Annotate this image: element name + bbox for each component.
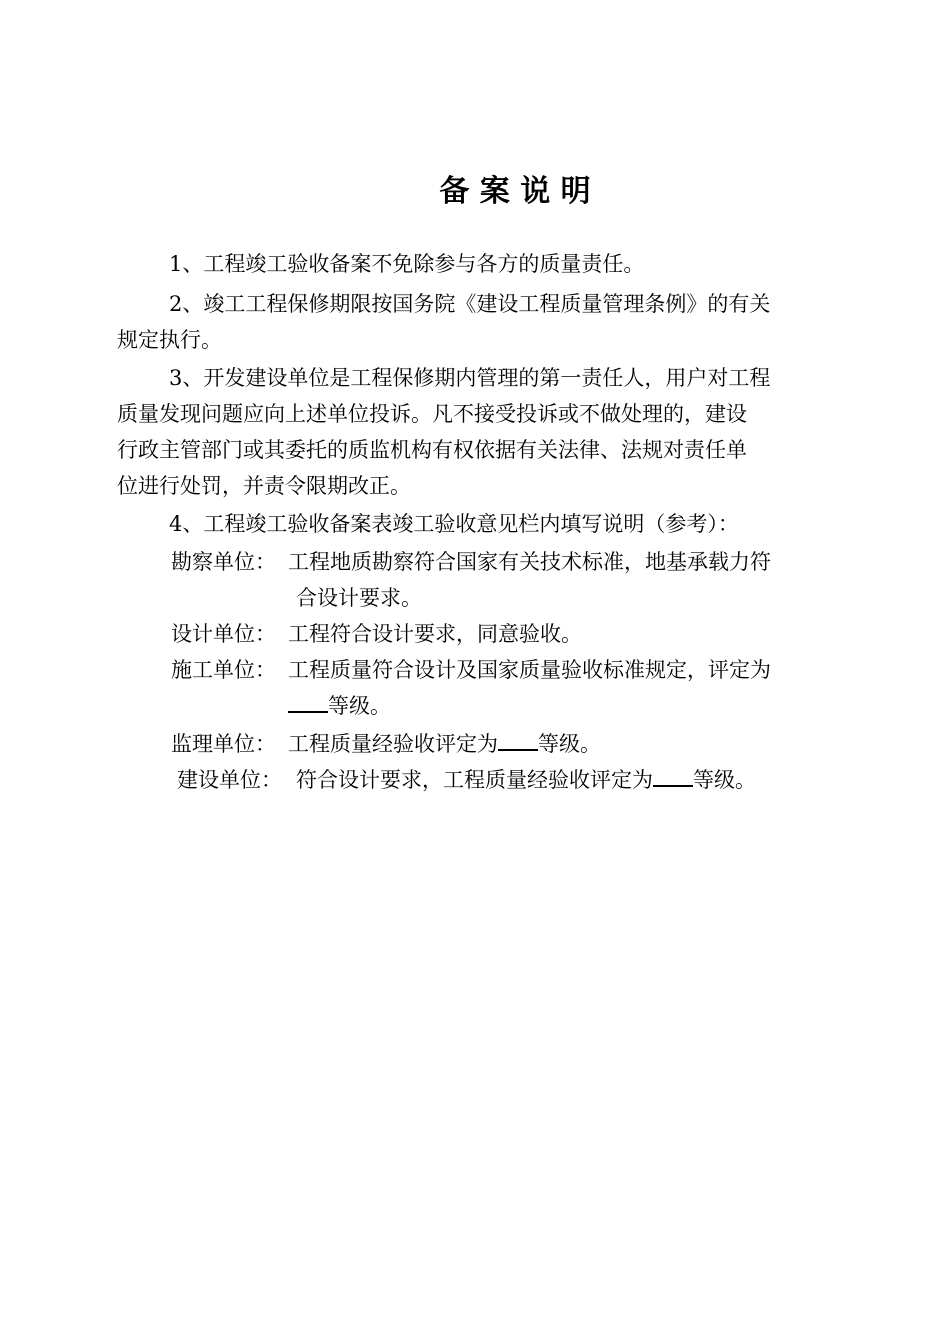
survey-unit-text-1: 工程地质勘察符合国家有关技术标准，地基承载力符 — [288, 550, 771, 574]
grade-blank — [653, 784, 693, 787]
page-title: 备 案 说 明 — [439, 174, 591, 209]
developer-unit-text — [296, 766, 950, 794]
survey-unit-label: 勘察单位： — [171, 550, 276, 574]
design-unit-label: 设计单位： — [171, 622, 276, 646]
construction-unit-label: 施工单位： — [171, 658, 276, 682]
construction-unit-text-2 — [288, 692, 950, 720]
supervision-grade-text: 等级。 — [538, 732, 601, 756]
supervision-unit-label: 监理单位： — [171, 732, 276, 756]
item-2-line-2: 规定执行。 — [117, 328, 222, 352]
item-3-line-2: 质量发现问题应向上述单位投诉。凡不接受投诉或不做处理的，建设 — [117, 402, 747, 426]
item-1: 1、工程竣工验收备案不免除参与各方的质量责任。 — [169, 252, 645, 276]
design-unit-text: 工程符合设计要求，同意验收。 — [288, 622, 582, 646]
item-2-line-1: 2、竣工工程保修期限按国务院《建设工程质量管理条例》的有关 — [169, 292, 771, 316]
developer-text: 符合设计要求，工程质量经验收评定为 — [296, 768, 653, 792]
developer-unit-label: 建设单位： — [177, 768, 282, 792]
grade-blank — [288, 710, 328, 713]
item-3-line-1: 3、开发建设单位是工程保修期内管理的第一责任人，用户对工程 — [169, 366, 771, 390]
construction-grade-text: 等级。 — [328, 694, 391, 718]
survey-unit-text-2: 合设计要求。 — [296, 586, 422, 610]
item-3-line-3: 行政主管部门或其委托的质监机构有权依据有关法律、法规对责任单 — [117, 438, 747, 462]
grade-blank — [498, 748, 538, 751]
construction-unit-text-1: 工程质量符合设计及国家质量验收标准规定，评定为 — [288, 658, 771, 682]
supervision-unit-text — [288, 730, 950, 758]
item-3-line-4: 位进行处罚，并责令限期改正。 — [117, 474, 411, 498]
item-4: 4、工程竣工验收备案表竣工验收意见栏内填写说明（参考）： — [169, 512, 739, 536]
developer-grade-text: 等级。 — [693, 768, 756, 792]
supervision-text: 工程质量经验收评定为 — [288, 732, 498, 756]
